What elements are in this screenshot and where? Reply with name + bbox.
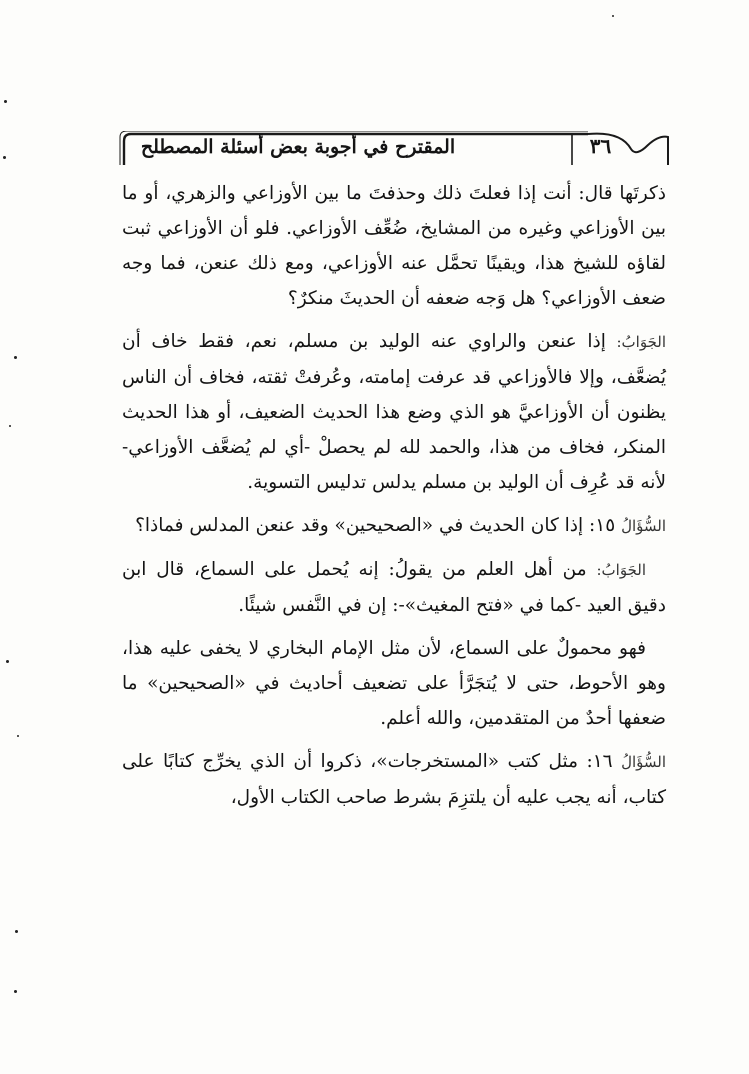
scan-speck [612, 15, 614, 17]
scan-speck [9, 425, 11, 427]
paragraph [122, 631, 666, 736]
question-label: السُّؤَالُ [621, 517, 666, 535]
question-label: السُّؤَالُ [621, 753, 666, 771]
paragraph [122, 324, 666, 500]
paragraph-text: فهو محمولٌ على السماع، لأن مثل الإمام البخاري لا يخفى عليه هذا، وهو الأحوط، حتى لا يُتجَرَّأ على تضعيف أحاديث في «الصحيحين» ما ضعفها أحدٌ من المتقدمين، والله أعلم. [122, 638, 666, 729]
scan-speck [4, 100, 7, 103]
scan-speck [17, 735, 19, 737]
scan-speck [14, 356, 17, 359]
paragraph-text: ١٦: مثل كتب «المستخرجات»، ذكروا أن الذي يخرِّج كتابًا على كتاب، أنه يجب عليه أن يلتزِمَ بشرط صاحب الكتاب الأول، [122, 751, 666, 808]
body-text [122, 176, 666, 815]
paragraph-text: إذا عنعن والراوي عنه الوليد بن مسلم، نعم، فقط خاف أن يُضعَّف، وإلا فالأوزاعي قد عرفت إمامته، وعُرفتْ ثقته، فخاف أن الناس يظنون أن الأوزاعيَّ هو الذي وضع هذا الحديث الضعيف، أو هذا الحديث المنكر، فخاف من هذا، والحمد لله لم يحصلْ -أي لم يُضعَّف الأوزاعي- لأنه قد عُرِف أن الوليد بن مسلم يدلس تدليس التسوية. [122, 331, 666, 493]
paragraph-text: من أهل العلم من يقولُ: إنه يُحمل على السماع، قال ابن دقيق العيد -كما في «فتح المغيث»-: إن في النَّفس شيئًا. [122, 559, 666, 616]
paragraph [122, 508, 666, 544]
paragraph [122, 552, 666, 623]
scan-speck [3, 156, 6, 159]
answer-label: الجَوَابُ: [596, 561, 646, 579]
scan-speck [6, 660, 9, 663]
scan-speck [15, 930, 18, 933]
scan-speck [14, 990, 17, 993]
paragraph [122, 176, 666, 316]
running-header [118, 131, 669, 165]
paragraph-text: ذكرتَها قال: أنت إذا فعلتَ ذلك وحذفتَ ما بين الأوزاعي والزهري، أو ما بين الأوزاعي وغيره من المشايخ، ضُعِّف الأوزاعي. فلو أن الأوزاعي ثبت لقاؤه للشيخ هذا، ويقينًا تحمَّل عنه الأوزاعي، ومع ذلك عنعن، فما وجه ضعف الأوزاعي؟ هل وَجه ضعفه أن الحديثَ منكرٌ؟ [122, 183, 666, 309]
header-title: المقترح في أجوبة بعض أسئلة المصطلح [140, 136, 456, 158]
answer-label: الجَوَابُ: [616, 333, 666, 351]
page-number: ٣٦ [589, 134, 612, 158]
paragraph [122, 744, 666, 815]
paragraph-text: ١٥: إذا كان الحديث في «الصحيحين» وقد عنعن المدلس فماذا؟ [135, 515, 616, 536]
